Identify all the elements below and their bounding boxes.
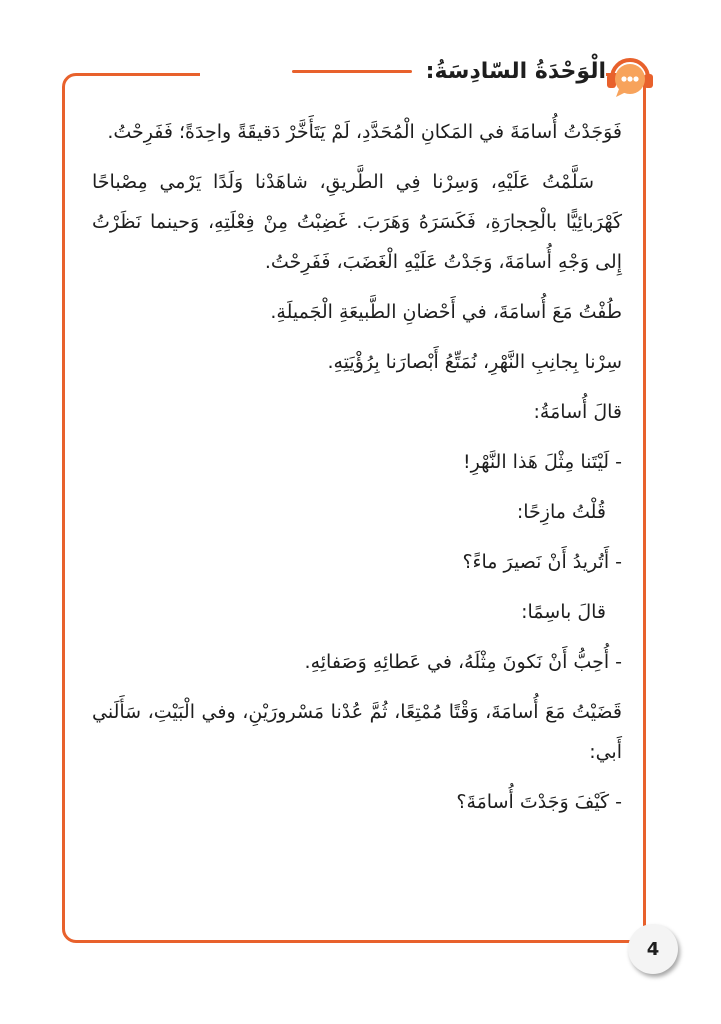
dialogue-line-2: - أَتُريدُ أَنْ نَصيرَ ماءً؟ [462,551,622,573]
header-divider-line [292,70,412,73]
paragraph-1: فَوَجَدْتُ أُسامَةَ في المَكانِ الْمُحَدَّدِ، لَمْ يَتَأَخَّرْ دَقيقَةً واحِدَةً؛ فَفَرِحْتُ. [107,121,622,143]
page-number-badge [628,924,678,974]
dialogue-line-3: - أُحِبُّ أَنْ نَكونَ مِثْلَهُ، في عَطائِهِ وَصَفائِهِ. [304,651,622,673]
dialogue-line-4: - كَيْفَ وَجَدْتَ أُسامَةَ؟ [456,791,622,813]
paragraph-8: قَضَيْتُ مَعَ أُسامَةَ، وَقْتًا مُمْتِعًا، ثُمَّ عُدْنا مَسْرورَيْنِ، وفي الْبَيْتِ، سَأَلَني أَبي: [92,701,622,763]
story-text [92,112,622,832]
chat-bubble-icon [602,52,658,102]
unit-header [200,52,606,90]
paragraph-2: سَلَّمْتُ عَلَيْهِ، وَسِرْنا فِي الطَّريقِ، شاهَدْنا وَلَدًا يَرْمي مِصْباحًا كَهْرَبائِيًّا بالْحِجارَةِ، فَكَسَرَهُ وَهَرَبَ. غَضِبْتُ مِنْ فِعْلَتِهِ، وَحينما نَظَرْتُ إِلى وَجْهِ أُسامَةَ، وَجَدْتُ عَلَيْهِ الْغَضَبَ، فَفَرِحْتُ. [92,171,622,273]
dialogue-line-1: - لَيْتَنا مِثْلَ هَذا النَّهْرِ! [462,451,622,473]
paragraph-3: طُفْتُ مَعَ أُسامَةَ، في أَحْضانِ الطَّبيعَةِ الْجَميلَةِ. [270,301,622,323]
paragraph-7: قالَ باسِمًا: [521,601,606,623]
unit-title: الْوَحْدَةُ السّادِسَةُ: [425,58,606,84]
page-number: 4 [646,938,660,960]
paragraph-4: سِرْنا بِجانِبِ النَّهْرِ، نُمَتِّعُ أَبْصارَنا بِرُؤْيَتِهِ. [327,351,622,373]
paragraph-6: قُلْتُ مازِحًا: [516,501,606,523]
paragraph-5: قالَ أُسامَةُ: [533,401,622,423]
